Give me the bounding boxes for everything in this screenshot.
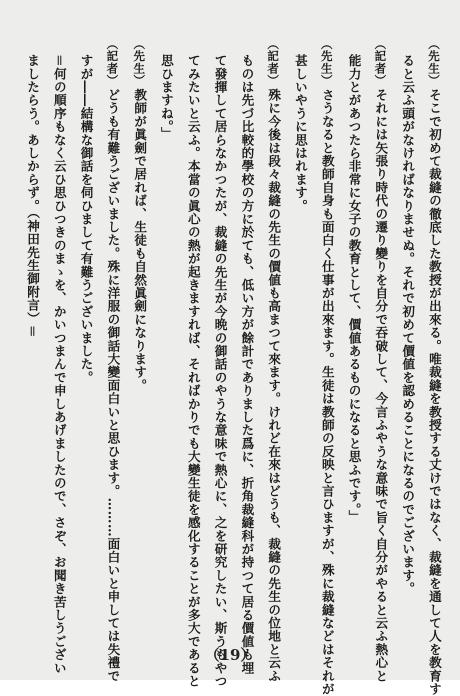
column-text: そこで初めて裁縫の徹底した教授が出來る。唯裁縫を教授する丈けではなく、裁縫を通して人を教育す <box>426 88 442 696</box>
column-text: て發揮して居らなかつたが、裁縫の先生が今晩の御話のやうな意味で熱心に、之を研究したい、斯うもやつ <box>212 54 228 688</box>
text-column <box>100 38 121 683</box>
text-column <box>261 38 282 683</box>
text-column <box>20 38 38 630</box>
text-column <box>47 38 67 675</box>
speaker-label: （記者） <box>373 38 388 87</box>
speaker-label: （記者） <box>266 38 281 87</box>
text-column <box>342 38 360 630</box>
text-column <box>368 38 389 683</box>
column-text: 甚しいやうに思はれます。 <box>292 54 308 213</box>
text-column <box>315 38 335 696</box>
speaker-label: （先生） <box>426 38 441 87</box>
text-column <box>288 38 306 630</box>
speaker-label: （先生） <box>132 38 147 87</box>
page-number: （19） <box>204 646 256 664</box>
column-text: ると云ふ頭がなければなりませぬ。それで初めて價値を認めることになるのでございます。 <box>400 54 416 596</box>
column-text: それには矢張り時代の遷り變りを自分で吞破して、今言ふやうな意味で旨く自分がやると云ふ熱心と <box>373 88 389 683</box>
text-column <box>74 38 92 630</box>
column-text: 殊に今後は段々裁縫の先生の價値も高まつて來ます。けれど在來はどうも、裁縫の先生の位地と云ふ <box>266 88 282 683</box>
column-text: ましたらう。あしからず。（神田先生御附言）＝ <box>25 54 40 339</box>
speaker-label: （記者） <box>105 38 120 87</box>
column-text: 思ひますね。」 <box>158 54 174 141</box>
column-text: さうなると教師自身も面白く仕事が出來ます。生徒は教師の反映と言ひますが、殊に裁縫などはそれが <box>319 88 335 696</box>
speaker-label: （先生） <box>319 38 334 87</box>
column-text: ＝何の順序もなく云ひ思ひつきのまゝを、かいつまんで申しあげましたので、さぞ、お聞き苦しうござい <box>51 54 67 675</box>
column-text: 教師が眞劍で居れば、生徒も自然眞劍になります。 <box>132 88 148 393</box>
text-column <box>127 38 148 630</box>
text-column <box>208 38 228 688</box>
column-text: すが――結構な御話を伺ひまして有難うございました。 <box>78 54 94 384</box>
column-text: てみたいと云ふ。本當の眞心の熱が起きますれば、そればかりでも大變生徒を感化することが多大であると <box>185 54 201 688</box>
text-column <box>154 38 172 630</box>
column-text: ものは先づ比較的學校の方に於ても、低い方が餘計でありました爲に、折角裁縫科が持つて居る價値も埋 <box>239 54 255 675</box>
column-text: どうも有難うございました。殊に洋服の御話大變面白いと思ひます。………面白いと申しては失禮で <box>105 88 121 683</box>
text-column <box>234 38 255 675</box>
text-column <box>422 38 442 696</box>
text-column <box>181 38 201 688</box>
text-column <box>395 38 416 630</box>
column-text: 能力とがあつたら非常に女子の教育として、價値あるものになると思ふです。」 <box>346 54 362 523</box>
